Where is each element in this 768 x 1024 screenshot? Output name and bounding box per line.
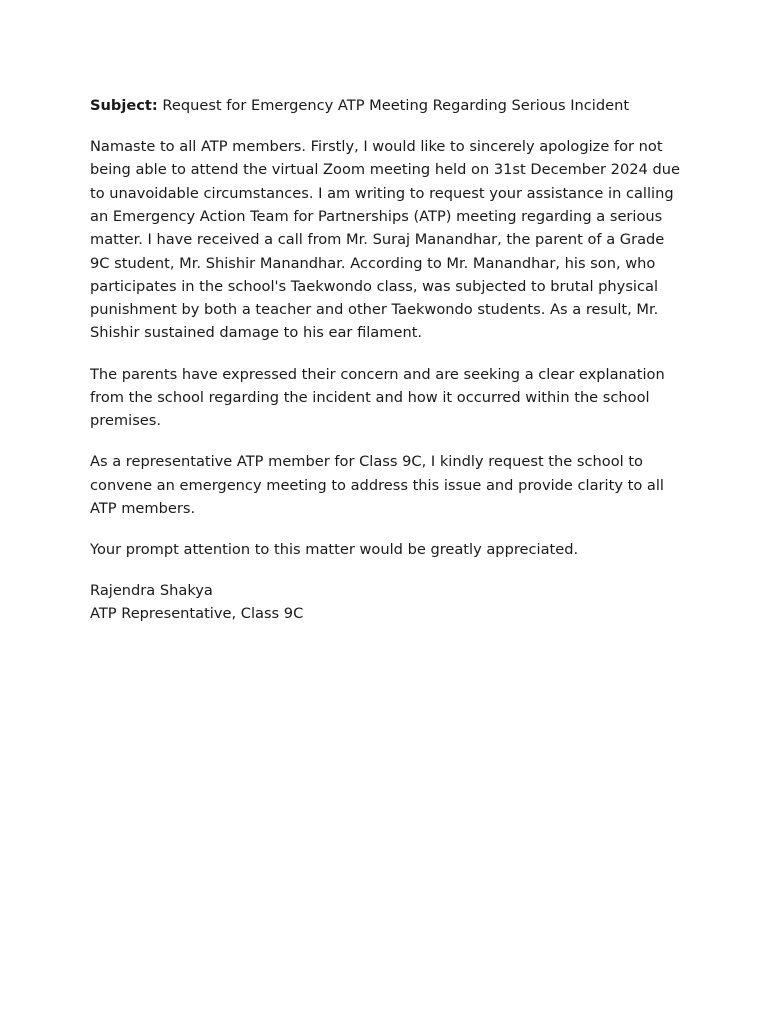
body-paragraph-1: Namaste to all ATP members. Firstly, I would like to sincerely apologize for not being able to attend the virtual Zoom meeting held on 31st December 2024 due to unavoidable circumstances. I am writing to request your assistance in calling an Emergency Action Team for Partnerships (ATP) meeting regarding a serious matter. I have received a call from Mr. Suraj Manandhar, the parent of a Grade 9C student, Mr. Shishir Manandhar. According to Mr. Manandhar, his son, who participates in the school's Taekwondo class, was subjected to brutal physical punishment by both a teacher and other Taekwondo students. As a result, Mr. Shishir sustained damage to his ear filament.: [90, 138, 680, 342]
body-paragraph-2: The parents have expressed their concern and are seeking a clear explanation from the school regarding the incident and how it occurred within the school premises.: [90, 365, 665, 430]
subject-text: Request for Emergency ATP Meeting Regarding Serious Incident: [162, 97, 630, 114]
subject-line: [90, 94, 680, 117]
body-paragraph-4: Your prompt attention to this matter would be greatly appreciated.: [90, 540, 579, 558]
letter-document: [90, 94, 680, 643]
signature-name: Rajendra Shakya: [90, 582, 213, 600]
subject-label: Subject:: [90, 97, 158, 114]
body-paragraph-3: As a representative ATP member for Class 9C, I kindly request the school to convene an emergency meeting to address this issue and provide clarity to all ATP members.: [90, 453, 664, 517]
signature-block: [90, 579, 680, 626]
signature-title: ATP Representative, Class 9C: [90, 605, 304, 623]
